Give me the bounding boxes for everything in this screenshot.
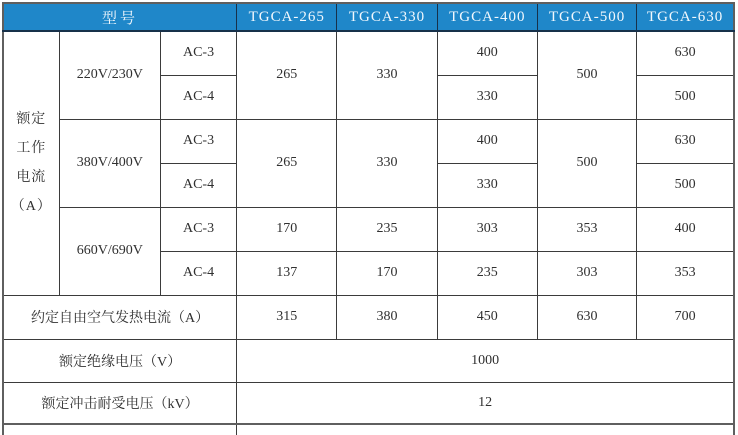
utilization-category-label: AC-3	[160, 31, 236, 75]
row-220-ac3	[3, 31, 734, 75]
insulation-voltage-label: 额定绝缘电压（V）	[3, 339, 237, 382]
row-380-ac3	[3, 119, 734, 163]
thermal-current-label: 约定自由空气发热电流（A）	[3, 295, 237, 339]
value-cell: 137	[237, 251, 337, 295]
model-header-tgca330: TGCA-330	[337, 3, 437, 31]
row-partial-clipped	[3, 424, 734, 435]
value-cell: 700	[637, 295, 734, 339]
value-cell: 303	[437, 207, 537, 251]
model-header-label: 型号	[3, 3, 237, 31]
utilization-category-label: AC-3	[160, 119, 236, 163]
impulse-voltage-value: 12	[237, 382, 734, 424]
empty-cell	[3, 424, 237, 435]
value-cell: 400	[437, 31, 537, 75]
value-cell: 353	[537, 207, 636, 251]
rated-current-label-line: （A）	[10, 199, 52, 215]
contactor-spec-table	[2, 2, 735, 435]
row-thermal-current	[3, 295, 734, 339]
value-cell: 170	[237, 207, 337, 251]
voltage-label-660: 660V/690V	[59, 207, 160, 295]
voltage-label-380: 380V/400V	[59, 119, 160, 207]
value-cell: 450	[437, 295, 537, 339]
value-cell: 353	[637, 251, 734, 295]
value-cell: 500	[537, 119, 636, 207]
rated-current-label-line: 工作	[16, 141, 47, 157]
value-cell: 330	[337, 31, 437, 119]
header-row	[3, 3, 734, 31]
value-cell: 500	[537, 31, 636, 119]
value-cell: 315	[237, 295, 337, 339]
value-cell: 380	[337, 295, 437, 339]
model-header-tgca500: TGCA-500	[537, 3, 636, 31]
value-cell: 265	[237, 31, 337, 119]
value-cell: 400	[437, 119, 537, 163]
utilization-category-label: AC-4	[160, 251, 236, 295]
value-cell: 630	[637, 119, 734, 163]
empty-cell	[237, 424, 734, 435]
value-cell: 303	[537, 251, 636, 295]
rated-current-label-line: 额定	[16, 112, 47, 128]
insulation-voltage-value: 1000	[237, 339, 734, 382]
value-cell: 330	[337, 119, 437, 207]
row-impulse-voltage	[3, 382, 734, 424]
value-cell: 630	[637, 31, 734, 75]
value-cell: 400	[637, 207, 734, 251]
model-header-tgca630: TGCA-630	[637, 3, 734, 31]
value-cell: 170	[337, 251, 437, 295]
model-header-tgca400: TGCA-400	[437, 3, 537, 31]
row-insulation-voltage	[3, 339, 734, 382]
value-cell: 330	[437, 163, 537, 207]
voltage-label-220: 220V/230V	[59, 31, 160, 119]
value-cell: 330	[437, 75, 537, 119]
rated-current-label	[3, 31, 59, 295]
value-cell: 630	[537, 295, 636, 339]
value-cell: 235	[437, 251, 537, 295]
utilization-category-label: AC-4	[160, 75, 236, 119]
rated-current-label-line: 电流	[16, 170, 47, 186]
impulse-voltage-label: 额定冲击耐受电压（kV）	[3, 382, 237, 424]
value-cell: 235	[337, 207, 437, 251]
value-cell: 500	[637, 163, 734, 207]
model-header-tgca265: TGCA-265	[237, 3, 337, 31]
utilization-category-label: AC-4	[160, 163, 236, 207]
utilization-category-label: AC-3	[160, 207, 236, 251]
row-660-ac3	[3, 207, 734, 251]
value-cell: 500	[637, 75, 734, 119]
value-cell: 265	[237, 119, 337, 207]
